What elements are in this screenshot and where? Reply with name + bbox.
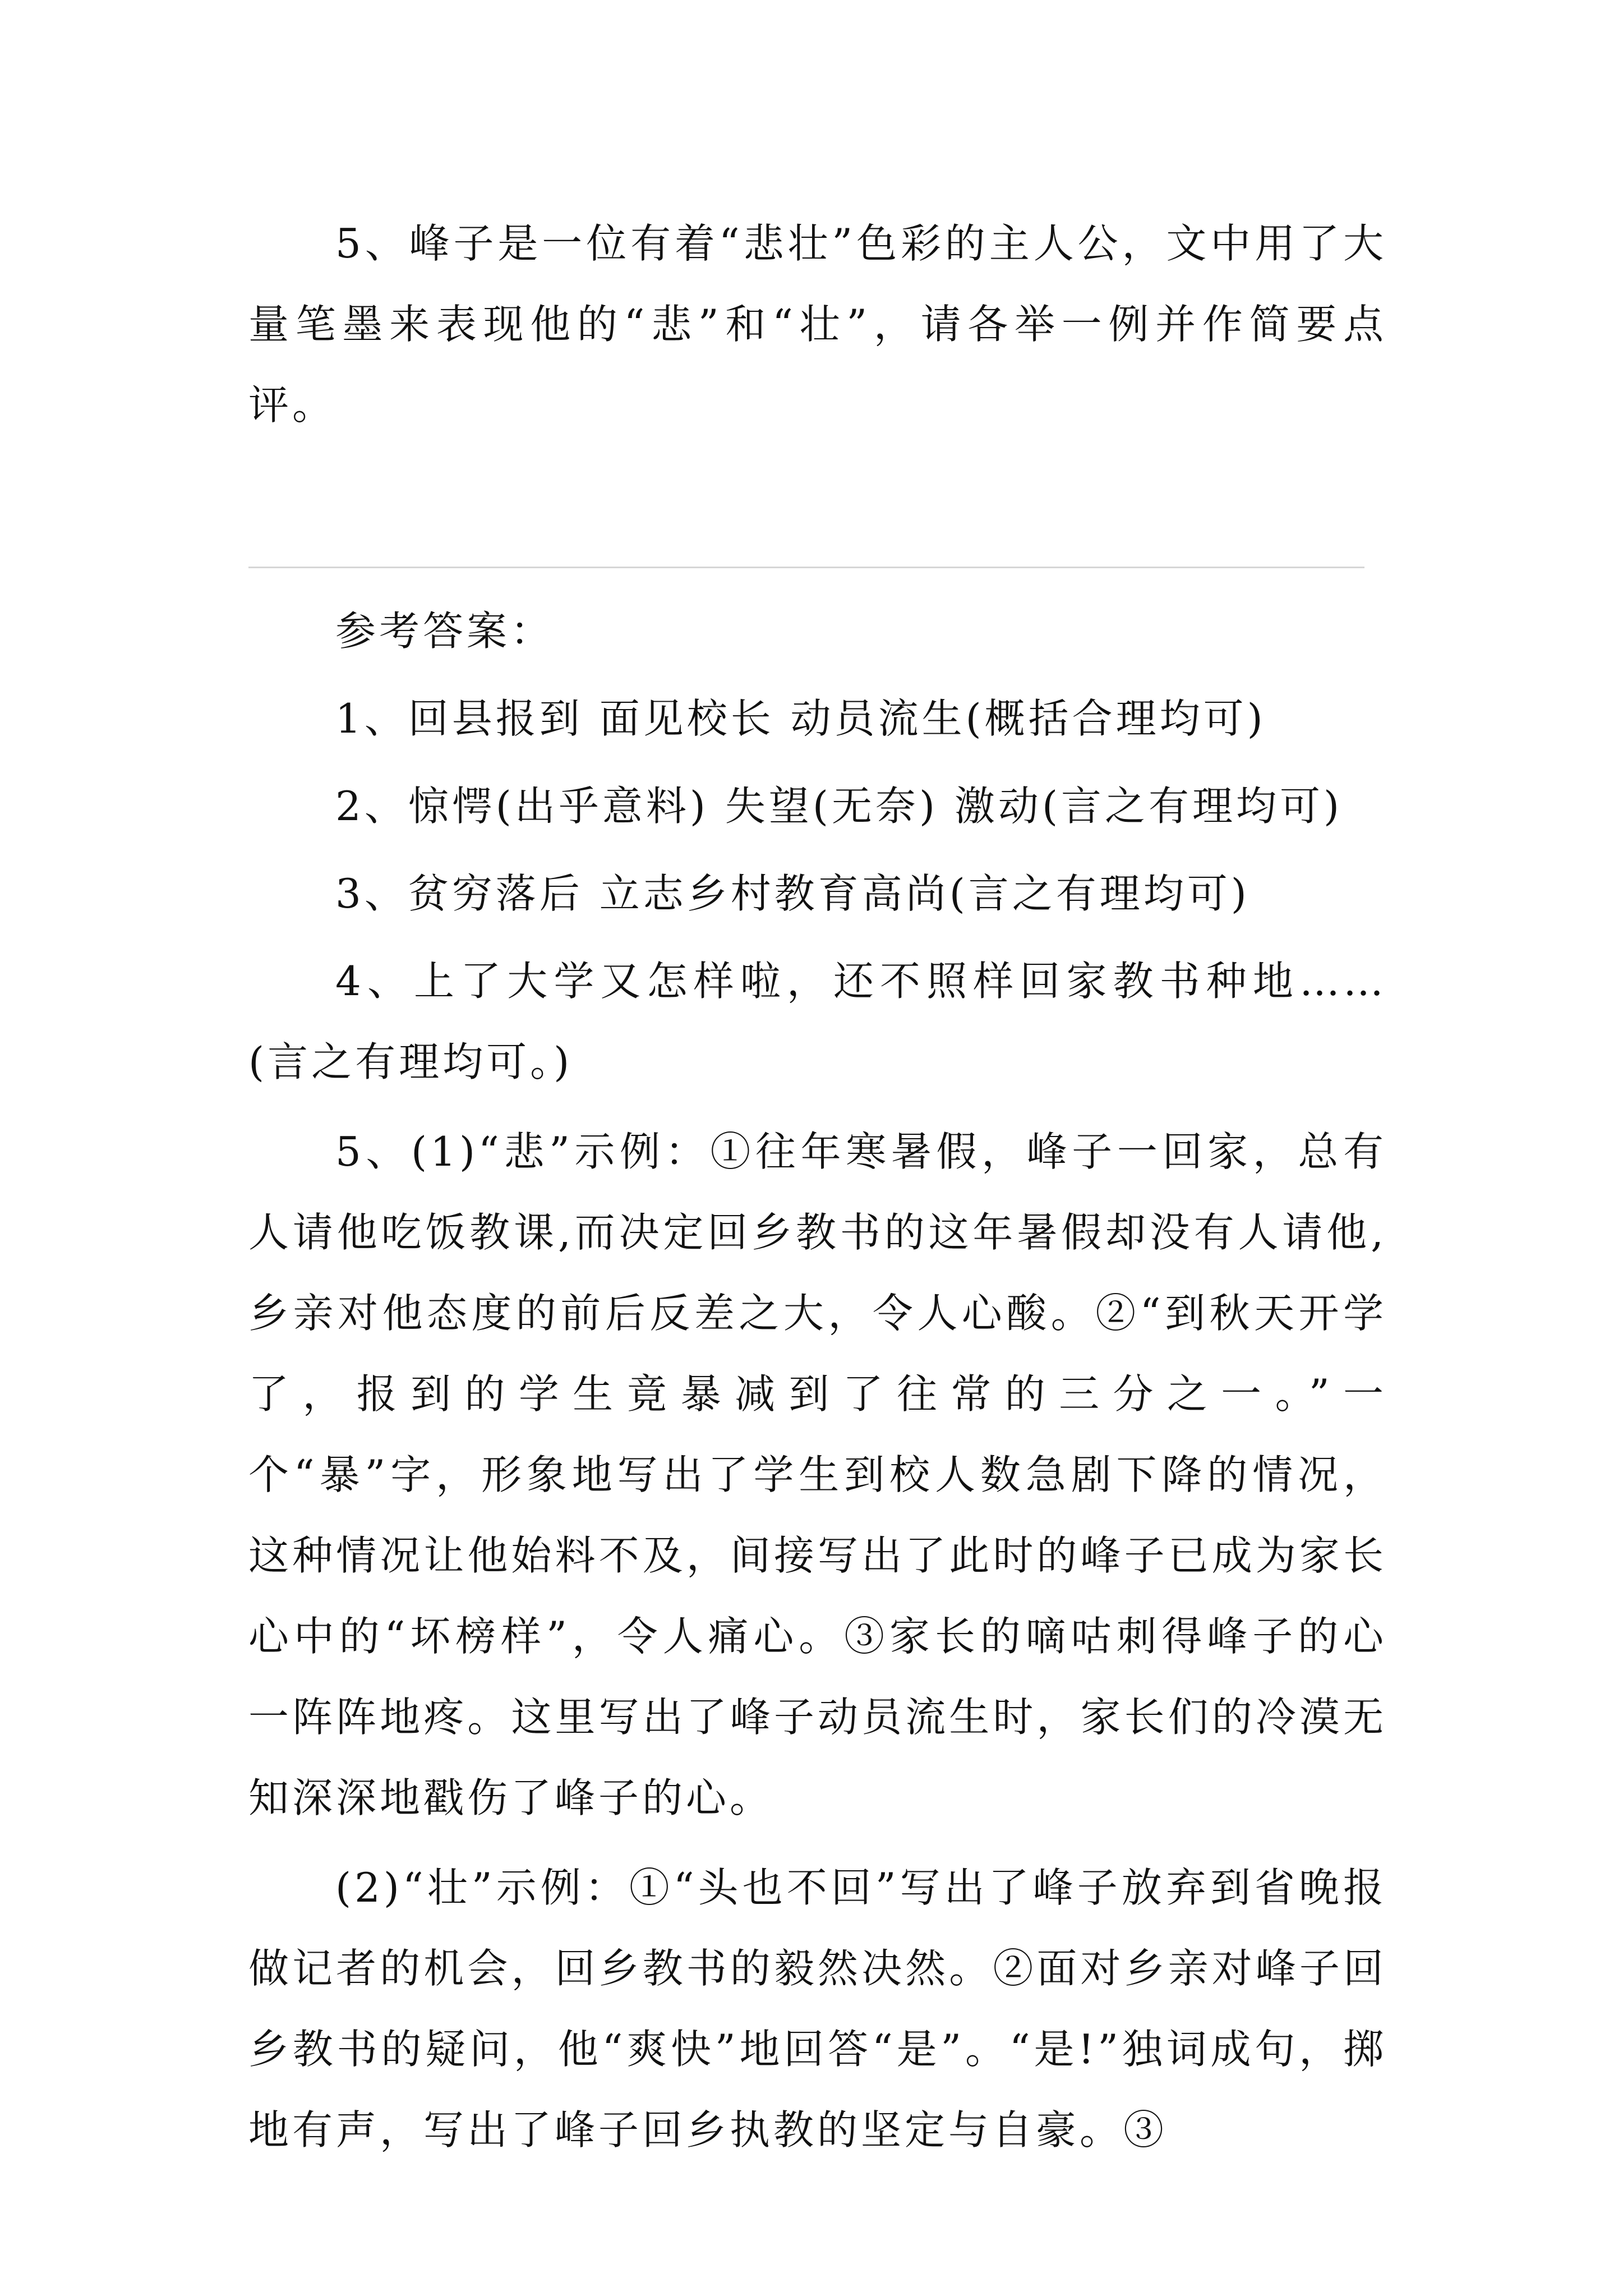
answer-2: 2、惊愕(出乎意料) 失望(无奈) 激动(言之有理均可) [335,783,1343,830]
answer-1: 1、回县报到 面见校长 动员流生(概括合理均可) [335,695,1266,742]
answer-5-part-2: (2)“壮”示例：①“头也不回”写出了峰子放弃到省晚报做记者的机会，回乡教书的毅然决然。②面对乡亲对峰子回乡教书的疑问，他“爽快”地回答“是”。“是!”独词成句，掷地有声，写出了峰子回乡执教的坚定与自豪。③ [248,1864,1387,2154]
question-5: 5、峰子是一位有着“悲壮”色彩的主人公，文中用了大量笔墨来表现他的“悲”和“壮”，请各举一例并作简要点评。 [248,220,1387,429]
answer-3: 3、贫穷落后 立志乡村教育高尚(言之有理均可) [335,870,1250,917]
section-divider [248,567,1364,568]
answer-5-part-1: 5、(1)“悲”示例：①往年寒暑假，峰子一回家，总有人请他吃饭教课,而决定回乡教书的这年暑假却没有人请他,乡亲对他态度的前后反差之大，令人心酸。②“到秋天开学了，报到的学生竟暴减到了往常的三分之一。”一个“暴”字，形象地写出了学生到校人数急剧下降的情况，这种情况让他始料不及，间接写出了此时的峰子已成为家长心中的“坏榜样”，令人痛心。③家长的嘀咕刺得峰子的心一阵阵地疼。这里写出了峰子动员流生时，家长们的冷漠无知深深地戳伤了峰子的心。 [248,1128,1387,1821]
answer-heading: 参考答案： [335,608,555,655]
answer-4: 4、上了大学又怎样啦，还不照样回家教书种地……(言之有理均可。) [248,958,1387,1085]
answer-section [248,591,1387,2177]
